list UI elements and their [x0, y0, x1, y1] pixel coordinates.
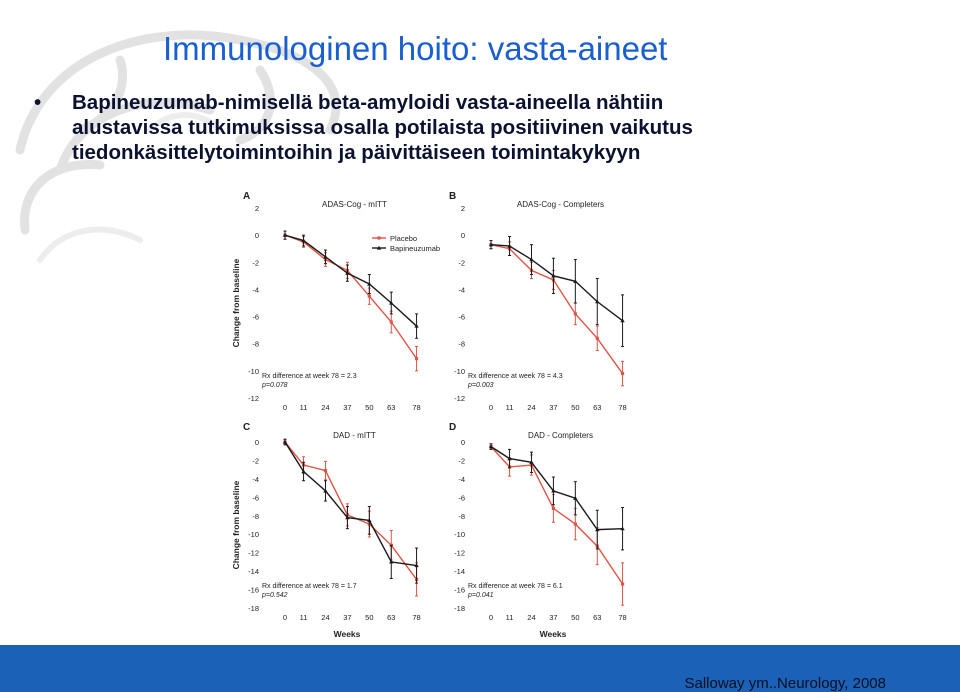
y-tick-label: -14 — [454, 567, 465, 577]
series-line-bapineuzumab — [285, 442, 417, 566]
x-tick-label: 37 — [549, 403, 558, 412]
series-line-placebo — [285, 235, 417, 359]
annotation-p-value: p=0.542 — [262, 592, 288, 599]
data-point-placebo — [552, 507, 555, 510]
panel-title: ADAS-Cog - Completers — [516, 200, 605, 209]
x-tick-label: 78 — [618, 613, 627, 622]
x-tick-label: 78 — [412, 403, 421, 412]
x-tick-label: 0 — [488, 613, 494, 622]
y-tick-label: 0 — [460, 231, 465, 241]
y-tick-label: -6 — [458, 493, 465, 503]
y-tick-label: -10 — [454, 366, 465, 376]
y-tick-label: 0 — [254, 438, 259, 447]
series-line-placebo — [491, 245, 623, 374]
x-tick-label: 0 — [282, 613, 288, 622]
annotation-p-value: p=0.078 — [262, 382, 288, 389]
y-tick-label: -6 — [458, 312, 465, 322]
y-tick-label: -18 — [248, 604, 259, 613]
y-tick-label: -14 — [248, 567, 259, 577]
y-tick-label: 2 — [254, 204, 259, 213]
data-point-placebo — [574, 312, 577, 315]
y-axis-label: Change from baseline — [231, 480, 241, 570]
figure-charts — [215, 185, 663, 647]
y-tick-label: -2 — [458, 258, 465, 268]
y-tick-label: -12 — [454, 548, 465, 558]
annotation-rx-difference: Rx difference at week 78 = 6.1 — [468, 583, 563, 590]
data-point-placebo — [390, 320, 393, 323]
y-tick-label: -12 — [454, 394, 465, 403]
panel-letter: A — [243, 191, 251, 202]
y-tick-label: 0 — [254, 231, 259, 241]
data-point-placebo — [415, 357, 418, 360]
y-tick-label: 0 — [460, 438, 465, 447]
y-tick-label: -10 — [248, 366, 259, 376]
y-tick-label: -8 — [252, 511, 259, 521]
slide-title: Immunologinen hoito: vasta-aineet — [163, 30, 668, 67]
x-tick-label: 24 — [527, 403, 536, 412]
y-tick-label: -10 — [248, 530, 259, 540]
data-point-placebo — [596, 337, 599, 340]
y-tick-label: 2 — [460, 204, 465, 213]
panel-title: ADAS-Cog - mITT — [322, 200, 387, 209]
y-tick-label: -16 — [454, 585, 465, 595]
footer-bar — [0, 645, 960, 692]
y-tick-label: -12 — [248, 394, 259, 403]
x-tick-label: 78 — [412, 613, 421, 622]
panel-letter: D — [449, 422, 457, 433]
y-tick-label: -8 — [458, 339, 465, 349]
y-tick-label: -8 — [458, 511, 465, 521]
annotation-rx-difference: Rx difference at week 78 = 2.3 — [262, 373, 357, 380]
y-tick-label: -12 — [248, 548, 259, 558]
x-tick-label: 50 — [571, 403, 580, 412]
x-tick-label: 24 — [321, 403, 330, 412]
panel-title: DAD - mITT — [333, 431, 376, 440]
bullet-line-3: tiedonkäsittelytoimintoihin ja päivittäiseen toimintakykyyn — [72, 141, 641, 164]
x-tick-label: 37 — [343, 403, 352, 412]
x-tick-label: 63 — [593, 403, 602, 412]
y-tick-label: -4 — [458, 474, 465, 484]
legend-marker — [377, 236, 380, 239]
y-tick-label: -6 — [252, 493, 259, 503]
x-tick-label: 11 — [299, 613, 308, 622]
annotation-p-value: p=0.041 — [468, 592, 494, 599]
y-tick-label: -4 — [458, 285, 465, 295]
y-tick-label: -2 — [458, 456, 465, 466]
y-tick-label: -8 — [252, 339, 259, 349]
x-tick-label: 50 — [571, 613, 580, 622]
x-tick-label: 37 — [343, 613, 352, 622]
y-tick-label: -4 — [252, 474, 259, 484]
data-point-placebo — [368, 295, 371, 298]
chart-panel-c — [243, 422, 421, 622]
data-point-placebo — [324, 469, 327, 472]
x-tick-label: 11 — [505, 613, 514, 622]
data-point-placebo — [621, 582, 624, 585]
x-tick-label: 63 — [593, 613, 602, 622]
chart-panel-d — [449, 422, 627, 622]
y-tick-label: -10 — [454, 530, 465, 540]
bullet-dot: • — [34, 91, 42, 114]
figure-panel — [215, 185, 663, 647]
data-point-placebo — [574, 522, 577, 525]
annotation-rx-difference: Rx difference at week 78 = 4.3 — [468, 373, 563, 380]
x-tick-label: 0 — [282, 403, 288, 412]
x-tick-label: 50 — [365, 403, 374, 412]
y-tick-label: -18 — [454, 604, 465, 613]
x-tick-label: 11 — [299, 403, 308, 412]
legend-label: Bapineuzumab — [390, 244, 441, 253]
citation-text: Salloway ym..Neurology, 2008 — [684, 675, 886, 692]
annotation-rx-difference: Rx difference at week 78 = 1.7 — [262, 583, 357, 590]
bullet-line-2: alustavissa tutkimuksissa osalla potilaista positiivinen vaikutus — [72, 116, 693, 139]
chart-panel-b — [449, 191, 627, 412]
series-line-bapineuzumab — [491, 245, 623, 321]
x-tick-label: 11 — [505, 403, 514, 412]
y-tick-label: -4 — [252, 285, 259, 295]
y-tick-label: -6 — [252, 312, 259, 322]
chart-panel-a — [243, 191, 440, 412]
x-tick-label: 78 — [618, 403, 627, 412]
x-tick-label: 37 — [549, 613, 558, 622]
bullet-line-1: Bapineuzumab-nimisellä beta-amyloidi vasta-aineella nähtiin — [72, 91, 664, 114]
legend-label: Placebo — [390, 234, 418, 243]
y-tick-label: -16 — [248, 585, 259, 595]
panel-letter: B — [449, 191, 457, 202]
y-tick-label: -2 — [252, 258, 259, 268]
x-tick-label: 50 — [365, 613, 374, 622]
y-axis-label: Change from baseline — [231, 258, 241, 348]
x-axis-label: Weeks — [539, 629, 567, 639]
panel-letter: C — [243, 422, 251, 433]
y-tick-label: -2 — [252, 456, 259, 466]
x-tick-label: 24 — [321, 613, 330, 622]
bullet-text — [72, 90, 693, 165]
annotation-p-value: p=0.003 — [468, 382, 494, 389]
x-tick-label: 63 — [387, 403, 396, 412]
x-axis-label: Weeks — [333, 629, 361, 639]
x-tick-label: 0 — [488, 403, 494, 412]
x-tick-label: 24 — [527, 613, 536, 622]
panel-title: DAD - Completers — [528, 431, 593, 440]
data-point-placebo — [621, 372, 624, 375]
x-tick-label: 63 — [387, 613, 396, 622]
